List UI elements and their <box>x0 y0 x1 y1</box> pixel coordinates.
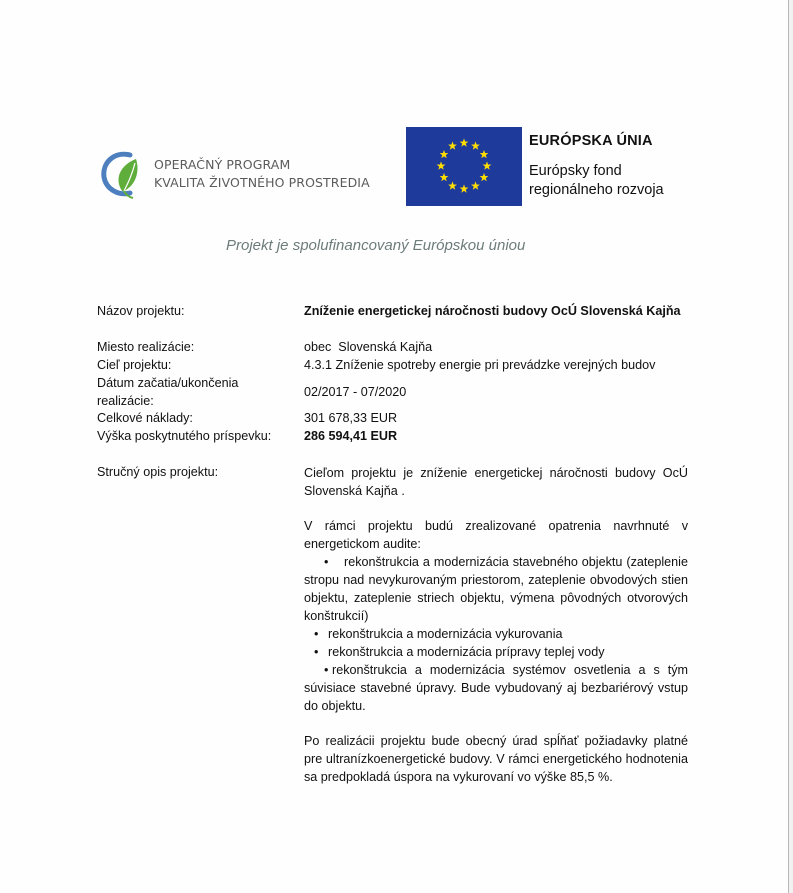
grant-label: Výška poskytnutého príspevku: <box>97 429 272 443</box>
measures-intro: V rámci projektu budú zrealizované opatrenia navrhnuté v energetickom audite: <box>304 519 688 551</box>
measure-item <box>304 661 688 715</box>
eu-title: EURÓPSKA ÚNIA <box>529 133 653 149</box>
goal-value: 4.3.1 Zníženie spotreby energie pri prevádzke verejných budov <box>304 358 656 372</box>
goal-label: Cieľ projektu: <box>97 358 172 372</box>
project-name-label: Názov projektu: <box>97 304 185 318</box>
bullet-icon: • <box>314 627 319 641</box>
date-label-line2: realizácie: <box>97 393 154 408</box>
leaf-ring-icon <box>100 149 146 199</box>
measure-text: rekonštrukcia a modernizácia vykurovania <box>328 627 563 641</box>
measures-block <box>304 517 688 715</box>
description-intro: Cieľom projektu je zníženie energetickej náročnosti budovy OcÚ Slovenská Kajňa . <box>304 466 688 498</box>
total-cost-label: Celkové náklady: <box>97 411 193 425</box>
measure-item <box>304 625 688 643</box>
program-logo-line1: OPERAČNÝ PROGRAM <box>154 157 291 172</box>
date-label-line1: Dátum začatia/ukončenia <box>97 376 239 390</box>
program-logo <box>100 148 390 200</box>
measure-text: rekonštrukcia a modernizácia prípravy teplej vody <box>328 645 605 659</box>
project-description <box>304 464 688 803</box>
measure-text: rekonštrukcia a modernizácia systémov osvetlenia a s tým súvisiace stavebné úpravy. Bude vybudovaný aj bezbariérový vstup do objektu. <box>304 663 688 713</box>
cofinance-note: Projekt je spolufinancovaný Európskou úniou <box>226 237 526 254</box>
eu-flag <box>406 127 522 206</box>
project-name-value: Zníženie energetickej náročnosti budovy OcÚ Slovenská Kajňa <box>304 304 681 318</box>
location-value: obec Slovenská Kajňa <box>304 340 433 354</box>
page-edge-shadow <box>789 0 793 893</box>
grant-value: 286 594,41 EUR <box>304 429 398 443</box>
eu-fund-name <box>529 162 664 200</box>
date-value: 02/2017 - 07/2020 <box>304 385 407 399</box>
bullet-icon: • <box>324 663 329 677</box>
bullet-icon: • <box>314 645 319 659</box>
eu-fund-line2: regionálneho rozvoja <box>529 182 664 198</box>
date-label <box>97 375 302 410</box>
eu-stars-icon <box>406 127 522 206</box>
total-cost-value: 301 678,33 EUR <box>304 411 398 425</box>
measure-item <box>304 553 688 625</box>
description-outcome: Po realizácii projektu bude obecný úrad spĺňať požiadavky platné pre ultranízkoenergetické budovy. V rámci energetického hodnotenia sa predpokladá úspora na vykurovaní vo výške 85,5 %. <box>304 734 688 784</box>
measure-text: rekonštrukcia a modernizácia stavebného objektu (zateplenie stropu nad nevykurovaným priestorom, zateplenie obvodových stien objektu, zateplenie striech objektu, výmena pôvodných otvorových konštrukcií) <box>304 555 688 623</box>
location-label: Miesto realizácie: <box>97 340 195 354</box>
bullet-icon: • <box>324 555 329 569</box>
eu-fund-line1: Európsky fond <box>529 163 622 179</box>
program-logo-line2: KVALITA ŽIVOTNÉHO PROSTREDIA <box>154 175 370 190</box>
description-label: Stručný opis projektu: <box>97 465 219 479</box>
measure-item <box>304 643 688 661</box>
